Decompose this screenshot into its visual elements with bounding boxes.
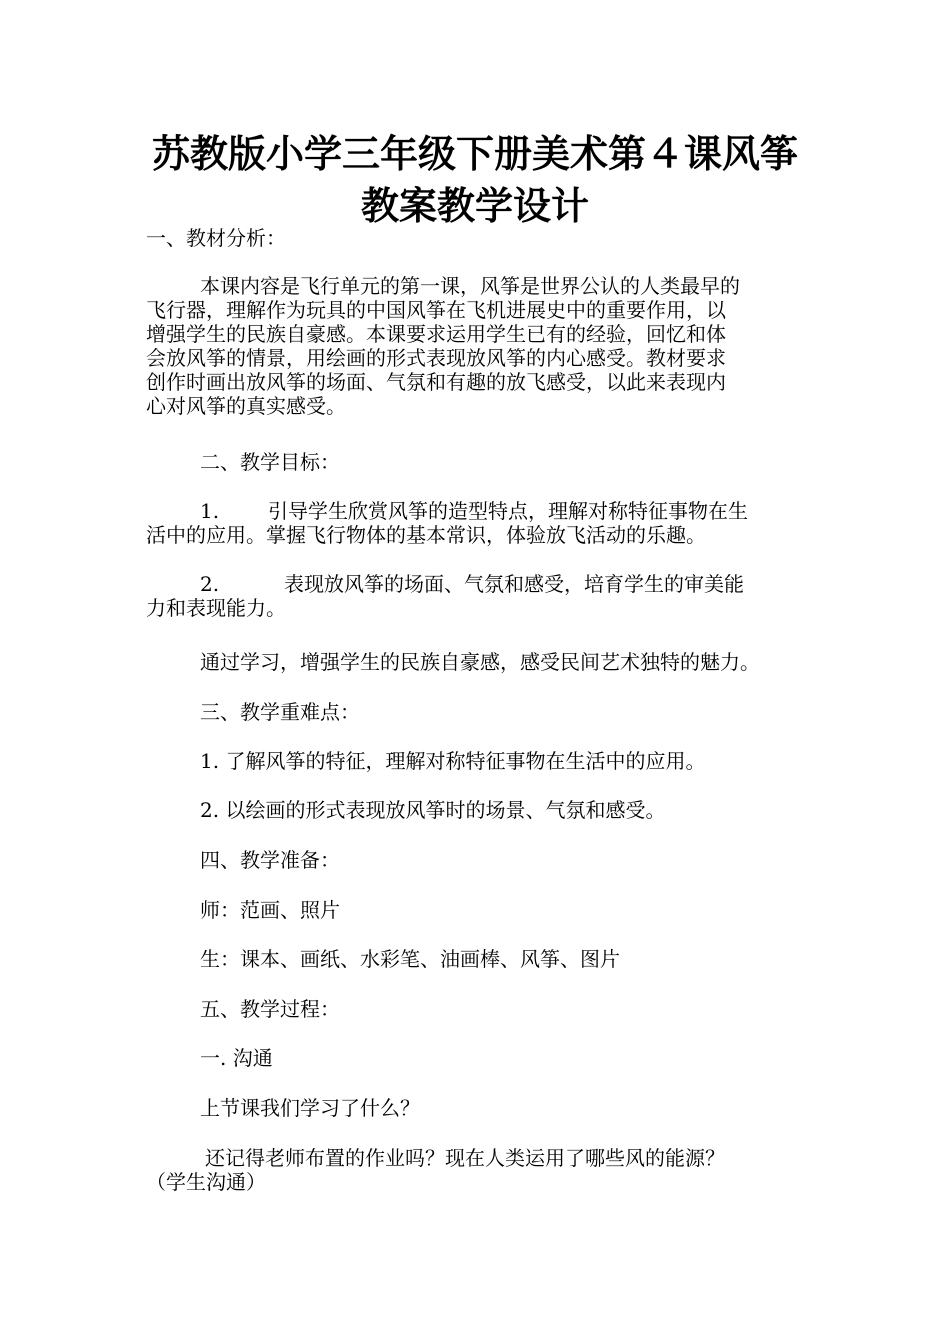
document-title-line-1: 苏教版小学三年级下册美术第４课风筝	[151, 131, 798, 176]
section-heading-key-points: 三、教学重难点：	[200, 700, 360, 724]
process-step-1: 一. 沟通	[200, 1046, 273, 1070]
goal-1-text: 引导学生欣赏风筝的造型特点，理解对称特征事物在生	[268, 499, 748, 523]
material-analysis-line-2: 飞行器，理解作为玩具的中国风筝在飞机进展史中的重要作用，以	[146, 298, 726, 322]
goal-2-line-2: 力和表现能力。	[146, 596, 286, 620]
material-analysis-line-4: 会放风筝的情景，用绘画的形式表现放风筝的内心感受。教材要求	[146, 346, 726, 370]
goal-3: 通过学习，增强学生的民族自豪感，感受民间艺术独特的魅力。	[200, 650, 760, 674]
goal-1-line-1	[200, 499, 748, 523]
goal-1-number: 1.	[200, 499, 220, 523]
student-preparation: 生：课本、画纸、水彩笔、油画棒、风筝、图片	[200, 947, 620, 971]
document-title-line-2: 教案教学设计	[360, 183, 589, 228]
goal-1-line-2: 活中的应用。掌握飞行物体的基本常识，体验放飞活动的乐趣。	[146, 523, 706, 547]
material-analysis-line-6: 心对风筝的真实感受。	[146, 394, 346, 418]
material-analysis-line-1: 本课内容是飞行单元的第一课，风筝是世界公认的人类最早的	[200, 274, 740, 298]
material-analysis-line-3: 增强学生的民族自豪感。本课要求运用学生已有的经验，回忆和体	[146, 322, 726, 346]
section-heading-process: 五、教学过程：	[200, 997, 340, 1021]
process-question-1: 上节课我们学习了什么？	[200, 1096, 420, 1120]
goal-2-line-1	[200, 572, 744, 596]
process-question-2-line-2: （学生沟通）	[146, 1170, 266, 1194]
key-point-2: 2. 以绘画的形式表现放风筝时的场景、气氛和感受。	[200, 798, 666, 822]
teacher-preparation: 师：范画、照片	[200, 898, 340, 922]
section-heading-material-analysis: 一、教材分析：	[146, 226, 286, 250]
section-heading-teaching-goals: 二、教学目标：	[200, 450, 340, 474]
section-heading-preparation: 四、教学准备：	[200, 848, 340, 872]
goal-2-text: 表现放风筝的场面、气氛和感受，培育学生的审美能	[284, 572, 744, 596]
goal-2-number: 2.	[200, 572, 220, 596]
key-point-1: 1. 了解风筝的特征，理解对称特征事物在生活中的应用。	[200, 749, 706, 773]
material-analysis-line-5: 创作时画出放风筝的场面、气氛和有趣的放飞感受，以此来表现内	[146, 370, 726, 394]
process-question-2-line-1: 还记得老师布置的作业吗？现在人类运用了哪些风的能源？	[205, 1146, 725, 1170]
